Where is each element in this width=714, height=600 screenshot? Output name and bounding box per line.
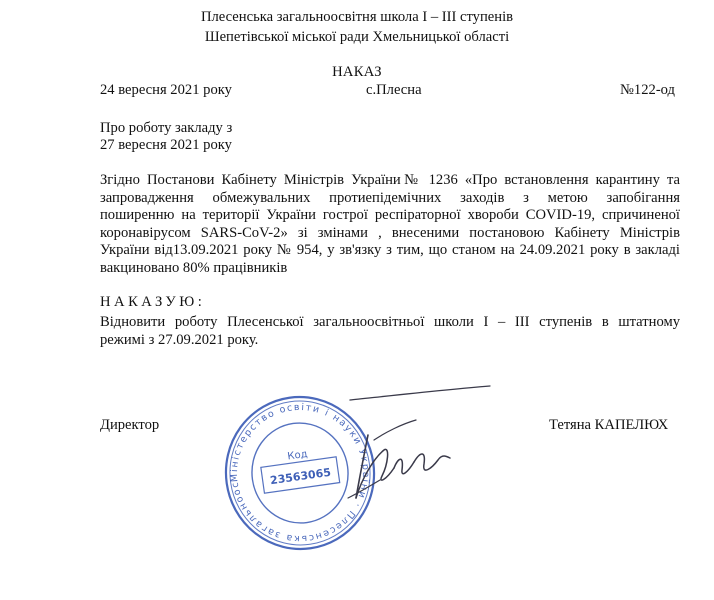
order-number: №122-од	[620, 82, 675, 98]
stamp-code-value: 23563065	[269, 465, 332, 488]
order-body	[100, 172, 680, 278]
order-subject-line-1: Про роботу закладу з	[100, 120, 233, 136]
order-subject-line-2: 27 вересня 2021 року	[100, 137, 232, 153]
stamp-ring-text: Міністерство освіти і науки України · Плесенська загальноосвітня	[228, 401, 372, 545]
order-date: 24 вересня 2021 року	[100, 82, 232, 98]
resolution-line: Відновити роботу Плесенської загальноосвітньої школи І – ІІІ ступенів в штатному	[100, 314, 680, 330]
resolution-text	[100, 314, 680, 349]
body-line: коронавірусом SARS-CoV-2» зі змінами , внесеними постановою Кабінету Міністрів	[100, 224, 680, 241]
body-line: запровадження обмежувальних протиепідемічних заходів з метою запобігання	[100, 189, 680, 206]
stamp-code-label: Код	[286, 448, 309, 463]
director-signature	[290, 380, 500, 530]
body-line: України від13.09.2021 року № 954, у зв'язку з тим, що станом на 24.09.2021 року в закладі	[100, 242, 680, 259]
body-line: вакциновано 80% працівників	[100, 259, 288, 276]
body-line: поширенню на території України гострої респіраторної хвороби COVID-19, спричиненої	[100, 207, 680, 224]
resolution-heading: НАКАЗУЮ:	[100, 294, 206, 310]
signer-name: Тетяна КАПЕЛЮХ	[549, 417, 669, 433]
order-title: НАКАЗ	[332, 64, 382, 80]
school-name-line: Плесенська загальноосвітня школа І – ІІІ ступенів	[200, 9, 514, 25]
resolution-line: режимі з 27.09.2021 року.	[100, 331, 259, 348]
body-line: Згідно Постанови Кабінету Міністрів України№ 1236 «Про встановлення карантину та	[100, 172, 680, 188]
school-authority-line: Шепетівської міської ради Хмельницької області	[204, 29, 510, 45]
signer-position: Директор	[100, 417, 160, 433]
order-place: с.Плесна	[366, 82, 422, 98]
